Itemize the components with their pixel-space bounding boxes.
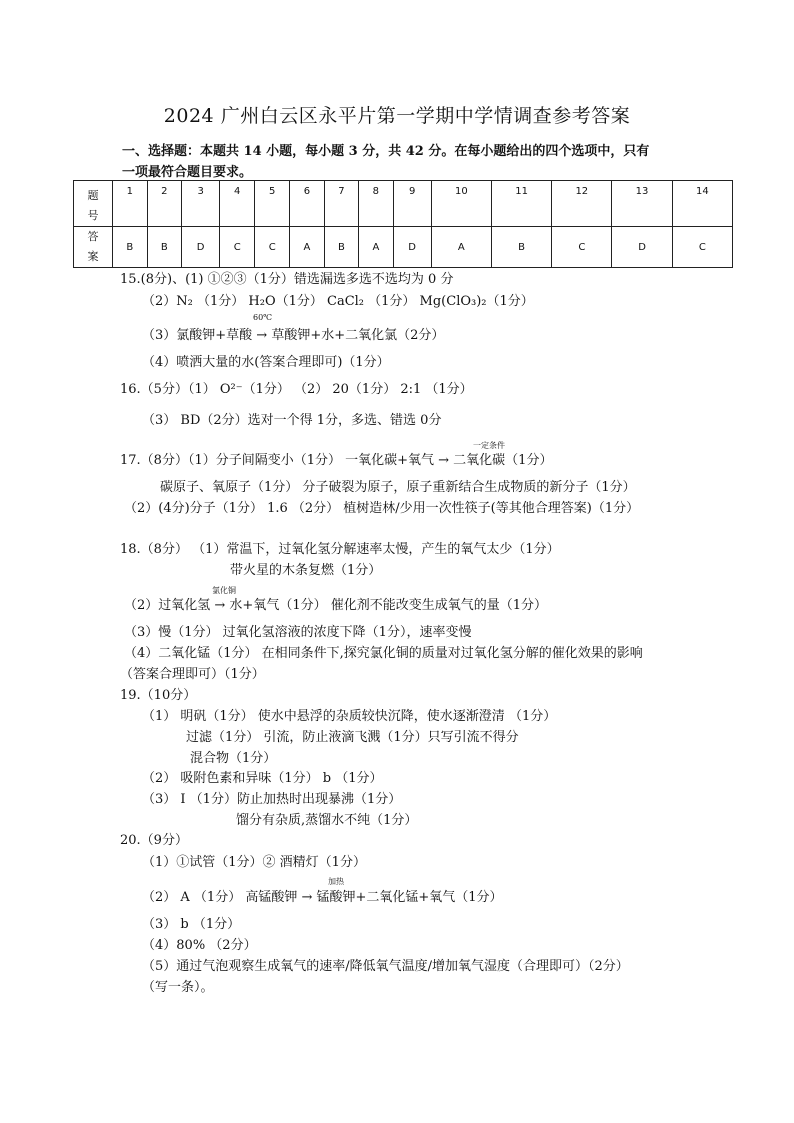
q20-line5: （5）通过气泡观察生成氧气的速率/降低氧气温度/增加氧气湿度（合理即可）（2分）: [142, 959, 629, 974]
q18-line1: 18.（8分） （1）常温下，过氧化氢分解速率太慢，产生的氧气太少（1分）: [120, 542, 560, 557]
q20-heading: 20.（9分）: [120, 833, 188, 848]
q15-line1: 15.(8分)、(1) ①②③（1分）错选漏选多选不选均为 0 分: [120, 272, 454, 287]
answer-row: [74, 227, 733, 268]
answer-cell: A: [431, 227, 491, 268]
number-cell: 3: [182, 181, 220, 227]
row-header-answer: [74, 227, 113, 268]
q20-line2: （2） A （1分） 高锰酸钾 → 锰酸钾+二氧化锰+氧气（1分）: [142, 890, 503, 905]
q20-reaction-condition: 加热: [328, 877, 344, 886]
q19-line6: 馏分有杂质,蒸馏水不纯（1分）: [236, 813, 418, 828]
number-cell: 11: [491, 181, 551, 227]
answer-table: [73, 180, 733, 268]
q19-line3: 混合物（1分）: [190, 751, 277, 766]
answer-cell: C: [220, 227, 255, 268]
answer-cell: D: [393, 227, 431, 268]
number-cell: 6: [290, 181, 324, 227]
q16-line1: 16.（5分）（1） O²⁻（1分） （2） 20（1分） 2:1 （1分）: [120, 382, 473, 397]
number-cell: 14: [672, 181, 732, 227]
number-cell: 5: [255, 181, 290, 227]
q18-line6: （答案合理即可）（1分）: [120, 667, 265, 682]
number-cell: 9: [393, 181, 431, 227]
number-cell: 1: [113, 181, 148, 227]
section1-heading-line2: 一项最符合题目要求。: [122, 165, 253, 180]
answer-cell: B: [113, 227, 148, 268]
number-cell: 12: [552, 181, 612, 227]
q15-reaction-condition: 60℃: [253, 313, 273, 322]
answer-cell: B: [491, 227, 551, 268]
q18-reaction-condition: 氯化铜: [212, 586, 236, 595]
q19-line4: （2） 吸附色素和异味（1分） b （1分）: [142, 771, 383, 786]
page-title: 2024 广州白云区永平片第一学期中学情调查参考答案: [163, 105, 631, 127]
number-cell: 4: [220, 181, 255, 227]
q17-line1: 17.（8分）（1）分子间隔变小（1分） 一氧化碳+氧气 → 二氧化碳（1分）: [120, 453, 553, 468]
q17-line3: （2）(4分)分子（1分） 1.6 （2分） 植树造林/少用一次性筷子(等其他合理答案)（1分）: [124, 501, 640, 516]
answer-cell: B: [147, 227, 182, 268]
q19-line5: （3） I （1分）防止加热时出现暴沸（1分）: [142, 792, 402, 807]
answer-cell: D: [182, 227, 220, 268]
q17-line2: 碳原子、氧原子（1分） 分子破裂为原子，原子重新结合生成物质的新分子（1分）: [160, 480, 636, 495]
section1-heading-line1: 一、选择题：本题共 14 小题，每小题 3 分，共 42 分。在每小题给出的四个选项中，只有: [122, 144, 650, 159]
answer-cell: C: [552, 227, 612, 268]
q16-line2: （3） BD（2分）选对一个得 1分，多选、错选 0分: [142, 413, 442, 428]
q19-heading: 19.（10分）: [120, 688, 197, 703]
answer-cell: B: [324, 227, 359, 268]
number-cell: 13: [612, 181, 672, 227]
header-char: 号: [87, 209, 99, 222]
q20-line1: （1）①试管（1分）② 酒精灯（1分）: [142, 855, 366, 870]
header-char: 案: [87, 250, 99, 263]
q18-line4: （3）慢（1分） 过氧化氢溶液的浓度下降（1分），速率变慢: [124, 625, 472, 640]
q20-line3: （3） b （1分）: [142, 917, 241, 932]
q18-line3: （2）过氧化氢 → 水+氧气（1分） 催化剂不能改变生成氧气的量（1分）: [124, 598, 547, 613]
q15-line4: （4）喷洒大量的水(答案合理即可)（1分）: [142, 355, 390, 370]
answer-cell: C: [672, 227, 732, 268]
q19-line1: （1） 明矾（1分） 使水中悬浮的杂质较快沉降，使水逐渐澄清 （1分）: [142, 709, 557, 724]
number-cell: 7: [324, 181, 359, 227]
q17-reaction-condition: 一定条件: [473, 441, 505, 450]
q18-line5: （4）二氧化锰（1分） 在相同条件下,探究氯化铜的质量对过氧化氢分解的催化效果的影响: [124, 646, 643, 661]
number-cell: 8: [359, 181, 393, 227]
answer-cell: A: [290, 227, 324, 268]
q19-line2: 过滤（1分） 引流，防止液滴飞溅（1分）只写引流不得分: [186, 730, 519, 745]
row-header-number: [74, 181, 113, 227]
header-char: 答: [87, 230, 99, 243]
answer-cell: A: [359, 227, 393, 268]
q20-line4: （4）80% （2分）: [142, 938, 257, 953]
q20-line6: （写一条）。: [142, 980, 214, 995]
answer-cell: C: [255, 227, 290, 268]
question-number-row: [74, 181, 733, 227]
number-cell: 10: [431, 181, 491, 227]
q18-line2: 带火星的木条复燃（1分）: [230, 563, 382, 578]
number-cell: 2: [147, 181, 182, 227]
answer-cell: D: [612, 227, 672, 268]
header-char: 题: [87, 189, 99, 202]
q15-line2: （2）N₂ （1分） H₂O（1分） CaCl₂ （1分） Mg(ClO₃)₂（1分）: [142, 294, 534, 309]
q15-line3: （3）氯酸钾+草酸 → 草酸钾+水+二氧化氯（2分）: [142, 328, 445, 343]
